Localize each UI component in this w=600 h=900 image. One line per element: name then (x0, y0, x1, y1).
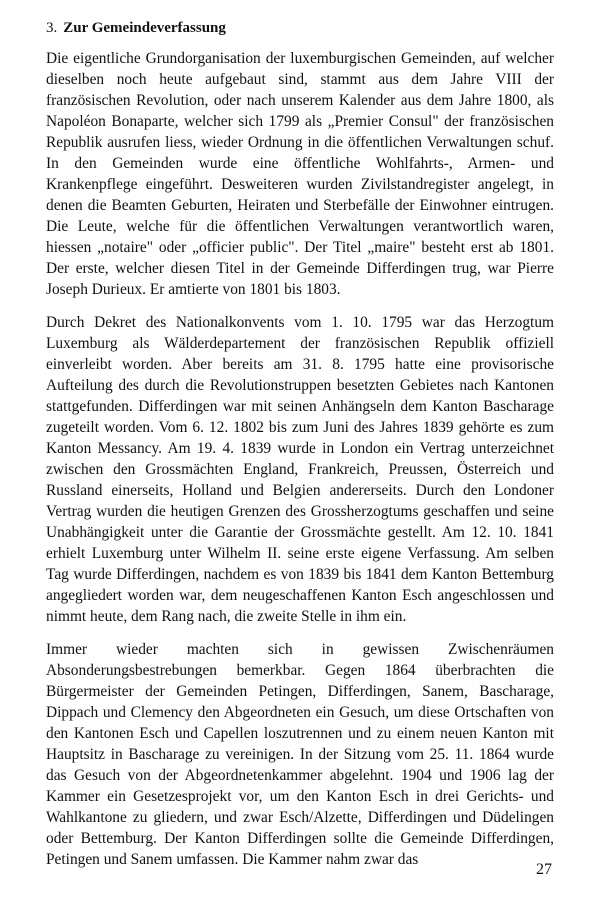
section-title: Zur Gemeindeverfassung (63, 20, 226, 36)
paragraph-canton-history: Durch Dekret des Nationalkonvents vom 1. 10. 1795 war das Herzogtum Luxemburg als Wälderdepartement der französischen Republik offiziell einverleibt worden. Aber bereits am 31. 8. 1795 hatte eine provisorische Aufteilung des durch die Revolutionstruppen besetzten Gebietes nach Kantonen stattgefunden. Differdingen war mit seinen Anhängseln dem Kanton Bascharage zugeteilt worden. Vom 6. 12. 1802 bis zum Juni des Jahres 1839 gehörte es zum Kanton Messancy. Am 19. 4. 1839 wurde in London ein Vertrag unterzeichnet zwischen den Grossmächten England, Frankreich, Preussen, Österreich und Russland einerseits, Holland und Belgien andererseits. Durch den Londoner Vertrag wurden die heutigen Grenzen des Grossherzogtums geschaffen und seine Unabhängigkeit unter die Garantie der Grossmächte gestellt. Am 12. 10. 1841 erhielt Luxemburg unter Wilhelm II. seine erste eigene Verfassung. Am selben Tag wurde Differdingen, nachdem es von 1839 bis 1841 dem Kanton Bettemburg angegliedert worden war, dem neugeschaffenen Kanton Esch angeschlossen und nimmt heute, dem Rang nach, die zweite Stelle in ihm ein. (46, 314, 554, 625)
paragraph-separation-efforts: Immer wieder machten sich in gewissen Zwischenräumen Absonderungsbestrebungen bemerkbar. Gegen 1864 überbrachten die Bürgermeister der Gemeinden Petingen, Differdingen, Sanem, Bascharage, Dippach und Clemency den Abgeordneten ein Gesuch, um diese Ortschaften von den Kantonen Esch und Capellen loszutrennen und zu einem neuen Kanton mit Hauptsitz in Bascharage zu vereinigen. In der Sitzung vom 25. 11. 1864 wurde das Gesuch von der Abgeordnetenkammer abgelehnt. 1904 und 1906 lag der Kammer ein Gesetzesprojekt vor, um den Kanton Esch in drei Gerichts- und Wahlkantone zu gliedern, und zwar Esch/Alzette, Differdingen und Düdelingen oder Bettemburg. Der Kanton Differdingen sollte die Gemeinde Differdingen, Petingen und Sanem umfassen. Die Kammer nahm zwar das (46, 641, 554, 868)
paragraph-municipal-organisation: Die eigentliche Grundorganisation der luxemburgischen Gemeinden, auf welcher dieselben noch heute aufgebaut sind, stammt aus dem Jahre VIII der französischen Revolution, oder nach unserem Kalender aus dem Jahre 1800, als Napoléon Bonaparte, welcher sich 1799 als „Premier Consul" der französischen Republik ausrufen liess, wieder Ordnung in die öffentlichen Verwaltungen schuf. In den Gemeinden wurde eine öffentliche Wohlfahrts-, Armen- und Krankenpflege eingeführt. Desweiteren wurden Zivilstandregister angelegt, in denen die Beamten Geburten, Heiraten und Sterbefälle der Einwohner eintrugen. Die Leute, welche für die öffentlichen Verwaltungen verantwortlich waren, hiessen „notaire" oder „officier public". Der Titel „maire" besteht erst ab 1801. Der erste, welcher diesen Titel in der Gemeinde Differdingen trug, war Pierre Joseph Durieux. Er amtierte von 1801 bis 1803. (46, 50, 554, 298)
section-number: 3. (46, 20, 58, 36)
section-heading (46, 18, 554, 38)
page-number: 27 (536, 861, 552, 878)
